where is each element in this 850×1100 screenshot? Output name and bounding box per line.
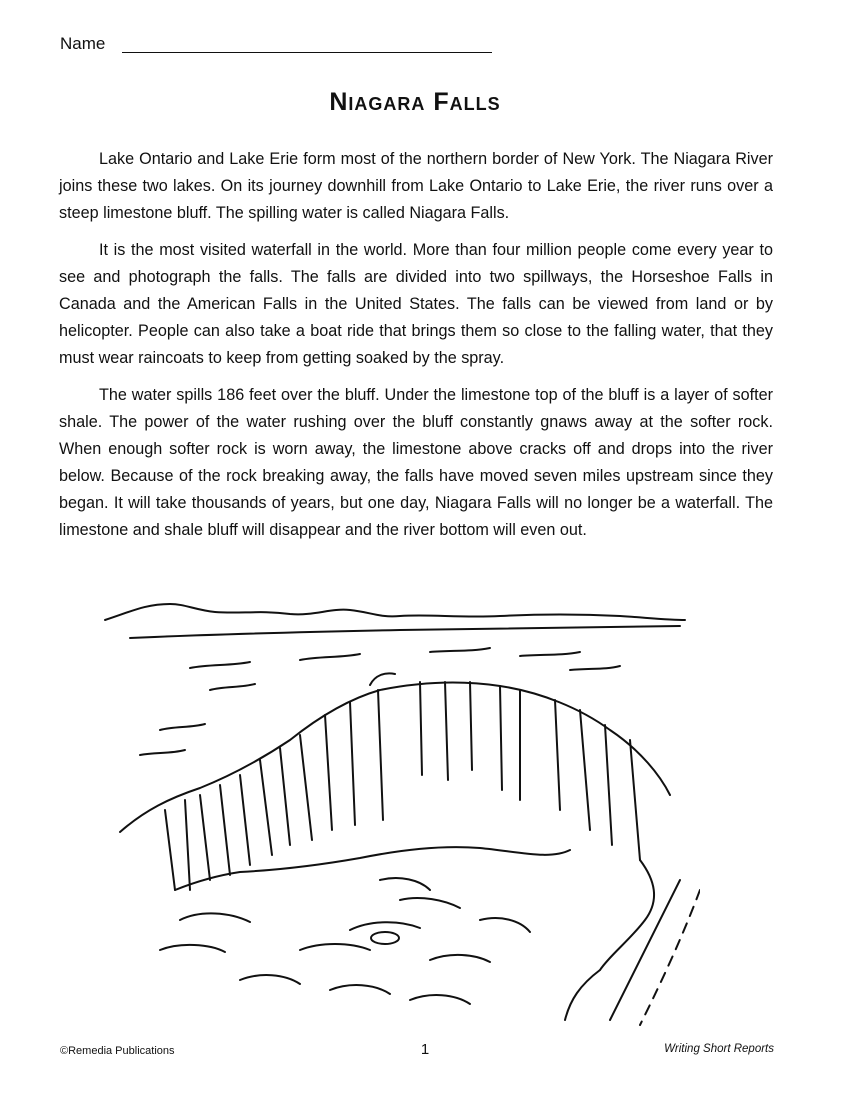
page-title: Niagara Falls [329, 88, 501, 116]
paragraph-2: It is the most visited waterfall in the world. More than four million people come every year to see and photograph the falls. The falls are divided into two spillways, the Horseshoe Falls in Canada and the American Falls in the United States. The falls can be viewed from land or by helicopter. People can also take a boat ride that brings them so close to the falling water, that they must wear raincoats to keep from getting soaked by the spray. [59, 241, 773, 367]
paragraph-1: Lake Ontario and Lake Erie form most of the northern border of New York. The Niagara River joins these two lakes. On its journey downhill from Lake Ontario to Lake Erie, the river runs over a steep limestone bluff. The spilling water is called Niagara Falls. [59, 150, 773, 222]
footer-book-title: Writing Short Reports [664, 1043, 774, 1055]
name-label: Name [60, 34, 106, 53]
footer-publisher: ©Remedia Publications [60, 1045, 175, 1057]
niagara-falls-illustration [100, 590, 700, 1030]
footer-page-number: 1 [420, 1041, 430, 1058]
name-field-line[interactable] [122, 52, 492, 53]
paragraph-3: The water spills 186 feet over the bluff. Under the limestone top of the bluff is a layer of softer shale. The power of the water rushing over the bluff constantly gnaws away at the softer rock. When enough softer rock is worn away, the limestone above cracks off and drops into the river below. Because of the rock breaking away, the falls have moved seven miles upstream since they began. It will take thousands of years, but one day, Niagara Falls will no longer be a waterfall. The limestone and shale bluff will disappear and the river bottom will even out. [59, 386, 773, 539]
article-body [59, 146, 773, 554]
